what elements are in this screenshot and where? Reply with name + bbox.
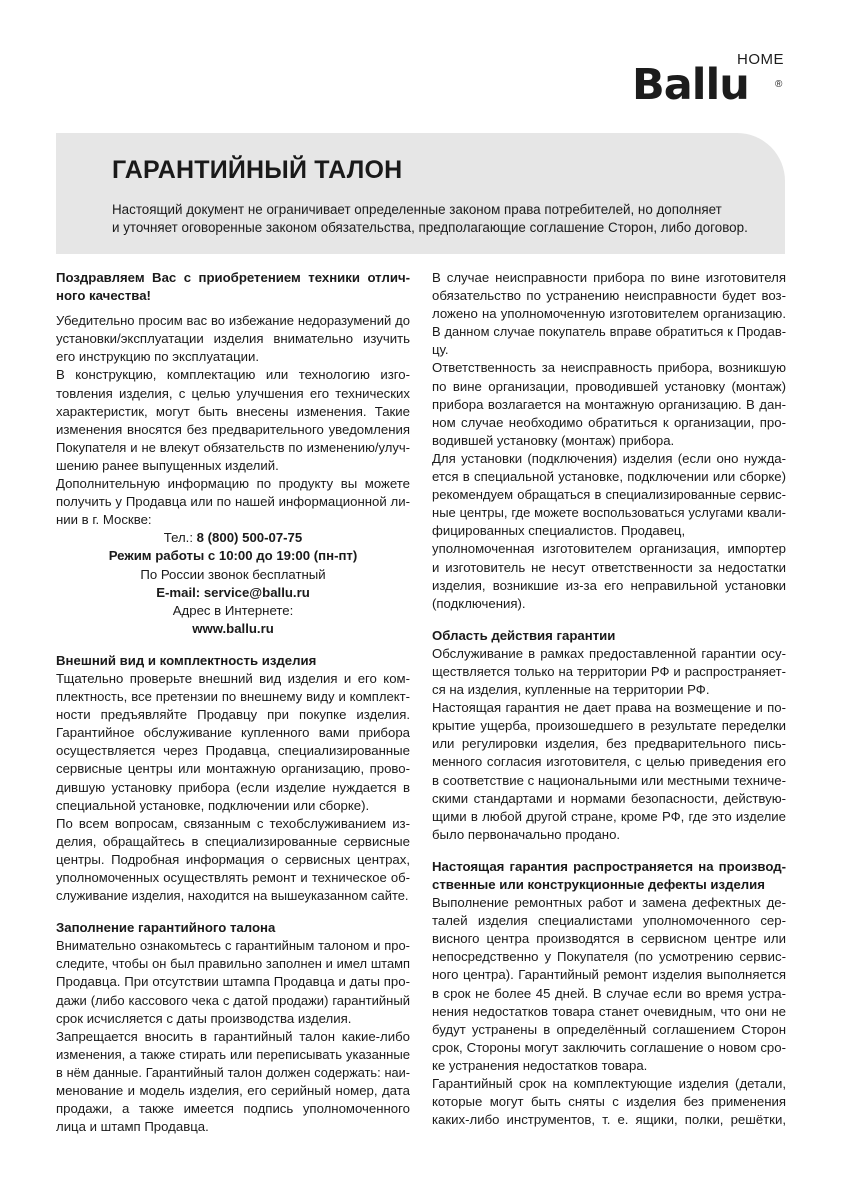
text-line: Покупателя и не влекут обязательств по изменению/улуч- [56,439,410,455]
intro-heading [56,269,410,305]
text-line: срок, Стороны могут заключить соглашение о новом сро- [432,1039,786,1055]
text-line: Гарантийный срок на комплектующие изделия (детали, [432,1076,786,1092]
text-line: установки/эксплуатации изделия внимательно изучить [56,331,410,347]
text-line: В конструкцию, комплектацию или технологию изго- [56,367,410,383]
text-line: нения недостатков товара станет очевидным, что они не [432,1003,786,1019]
text-line: и изготовитель не несут ответственности за недостатки [432,559,786,575]
appearance-heading: Внешний вид и комплектность изделия [56,652,317,668]
filling-paragraph [56,937,410,1136]
text-line: сервисные центры или монтажную организацию, прово- [56,761,410,777]
text-line: плектность, все претензии по внешнему виду и комплект- [56,689,410,705]
text-line: щими в любой другой стране, кроме РФ, где это изделие [432,808,786,824]
text-line: по вине организации, проводившей установку (монтаж) [432,378,786,394]
text-line: осуществляется через Продавца, специализированные [56,743,410,759]
text-line: было первоначально продано. [432,826,621,842]
text-line: в соответствие с национальными или местными техниче- [432,772,786,788]
website-label: Адрес в Интернете: [172,602,294,618]
heading-line: ного качества! [56,288,151,304]
text-line: ке устранения недостатков товара. [432,1057,648,1073]
heading-line: Настоящая гарантия распространяется на производ- [432,858,786,874]
text-line: будут устранены в определённый соглашением Сторон [432,1021,786,1037]
text-line: Ответственность за неисправность прибора, возникшую [432,360,786,376]
text-line: менного согласия изготовителя, с целью приведения его [432,754,786,770]
subtitle-line: Настоящий документ не ограничивает определенные законом права потребителей, но дополняет [112,202,722,217]
appearance-paragraph [56,670,410,905]
text-line: Убедительно просим вас во избежание недоразумений до [56,313,410,329]
text-line: делия, обращайтесь в специализированные сервисные [56,833,410,849]
text-line: нии в г. Москве: [56,512,152,528]
text-line: следите, чтобы он был правильно заполнен и имел штамп [56,956,410,972]
text-line: центры. Подробная информация о сервисных центрах, [56,851,410,867]
phone-line [56,529,410,547]
text-line: В случае неисправности прибора по вине изготовителя [432,270,786,285]
text-line: фицированных специалистов. Продавец, [432,523,686,539]
text-line: ного центра). Гарантийный ремонт изделия выполняется [432,967,786,983]
email-link[interactable]: E-mail: service@ballu.ru [156,584,310,600]
logo-home-text: HOME [737,51,784,68]
text-line: уполномоченная изготовителем организация, импортер [432,541,786,557]
intro-paragraph [56,312,410,529]
page-title: ГАРАНТИЙНЫЙ ТАЛОН [112,156,403,184]
text-line: Тщательно проверьте внешний вид изделия и его ком- [56,670,410,686]
heading-line: ственные или конструкционные дефекты изделия [432,877,765,892]
text-line: получить у Продавца или по нашей информационной ли- [56,494,410,510]
text-line: уполномоченных осуществлять ремонт и техническое об- [56,870,410,885]
coverage-heading [432,858,786,894]
filling-heading: Заполнение гарантийного талона [56,920,276,936]
text-line: Для установки (подключения) изделия (если оно нужда- [432,450,786,466]
text-line: непосредственно у Покупателя (по усмотрению сервис- [432,949,786,965]
text-line: его инструкцию по эксплуатации. [56,349,260,365]
text-line: ется в специальной установке, подключении или сборке) [432,469,786,485]
page-subtitle [112,201,772,237]
text-line: Обслуживание в рамках предоставленной гарантии осу- [432,645,786,661]
text-line: талей изделия специалистами уполномоченного сер- [432,913,786,929]
text-line: цу. [432,342,449,358]
logo-registered-mark: ® [775,79,783,90]
text-line: Запрещается вносить в гарантийный талон какие-либо [56,1028,410,1044]
text-line: В данном случае покупатель вправе обратиться к Продав- [432,324,786,340]
text-line: характеристик, могут быть внесены изменения. Такие [56,403,410,419]
text-line: изменения вносятся без предварительного уведомления [56,421,410,437]
text-line: служивание изделия, находится на вышеуказанном сайте. [56,888,409,904]
left-column [56,269,410,1136]
text-line: По всем вопросам, связанным с техобслуживанием из- [56,815,410,831]
text-line: специальной установке, подключении или сборке). [56,797,370,813]
free-call-note: По России звонок бесплатный [140,566,326,582]
text-line: дажи (либо кассового чека с датой продажи) гарантийный [56,992,410,1008]
text-line: прибора возлагается на монтажную организацию. В дан- [432,396,786,412]
defect-paragraph [432,269,786,613]
scope-paragraph [432,645,786,844]
heading-line: Поздравляем Вас с приобретением техники отлич- [56,270,410,285]
text-line: водившей установку (монтаж) прибора. [432,432,675,448]
logo-wordmark: Ballu [632,60,749,110]
text-line: или регулировки изделия, без предварительного пись- [432,736,786,752]
text-line: ности предъявляйте Продавцу при покупке изделия. [56,707,410,723]
title-banner [56,133,785,254]
text-line: обязательство по устранению неисправности будет воз- [432,288,786,304]
text-line: висного центра производятся в сервисном центре или [432,931,786,947]
text-line: лица и штамп Продавца. [56,1119,209,1135]
ballu-home-logo [632,50,792,112]
subtitle-line: и уточняет оговоренные законом обязательства, предполагающие соглашение Сторон, либо договор. [112,220,748,235]
text-line: крытие ущерба, произошедшего в результате переделки [432,718,786,734]
text-line: в нём данные. Гарантийный талон должен содержать: наи- [56,1064,410,1080]
working-hours: Режим работы с 10:00 до 19:00 (пн-пт) [108,548,358,564]
text-line: Гарантийное обслуживание купленного вами прибора [56,725,410,741]
text-line: (подключения). [432,595,526,611]
text-line: продажи, а также имеется подпись уполномоченного [56,1101,410,1117]
text-line: шению ранее выпущенных изделий. [56,457,279,473]
contact-block [56,529,410,638]
text-line: скими стандартами и нормами безопасности, действую- [432,790,786,806]
text-line: которые могут быть сняты с изделия без применения [432,1094,786,1110]
text-line: ном случае необходимо обратиться к организации, про- [432,414,786,430]
website-link[interactable]: www.ballu.ru [192,620,274,636]
text-line: в срок не более 45 дней. В случае если во время устра- [432,985,786,1001]
text-line: ложено на уполномоченную изготовителем организацию. [432,306,786,322]
text-line: срок исчисляется с даты производства изделия. [56,1010,352,1026]
text-line: ся на изделия, купленные на территории РФ. [432,682,710,698]
right-column [432,269,786,1129]
text-line: ществляется только на территории РФ и распространяет- [432,663,786,679]
coverage-paragraph [432,894,786,1129]
text-line: менование и модель изделия, его серийный номер, дата [56,1083,410,1099]
text-line: ные центры, где можете воспользоваться услугами квали- [432,505,786,521]
text-line: Выполнение ремонтных работ и замена дефектных де- [432,895,786,911]
text-line: изменения, а также стирать или переписывать указанные [56,1046,410,1062]
text-line: Настоящая гарантия не дает права на возмещение и по- [432,700,786,716]
text-line: Внимательно ознакомьтесь с гарантийным талоном и про- [56,938,410,954]
text-line: товления изделия, с целью улучшения его технических [56,385,410,401]
phone-label: Тел.: [163,530,197,546]
phone-number[interactable]: 8 (800) 500-07-75 [196,530,303,546]
text-line: каких-либо инструментов, т. е. ящики, полки, решётки, [432,1112,786,1128]
text-line: изделия, возникшие из-за его неправильной установки [432,577,786,593]
scope-heading: Область действия гарантии [432,627,616,643]
text-line: Дополнительную информацию по продукту вы можете [56,476,410,492]
text-line: Продавца. При отсутствии штампа Продавца и даты про- [56,974,410,990]
text-line: рекомендуем обращаться в специализированные сервис- [432,487,786,503]
text-line: дившую установку прибора (если изделие нуждается в [56,779,410,795]
